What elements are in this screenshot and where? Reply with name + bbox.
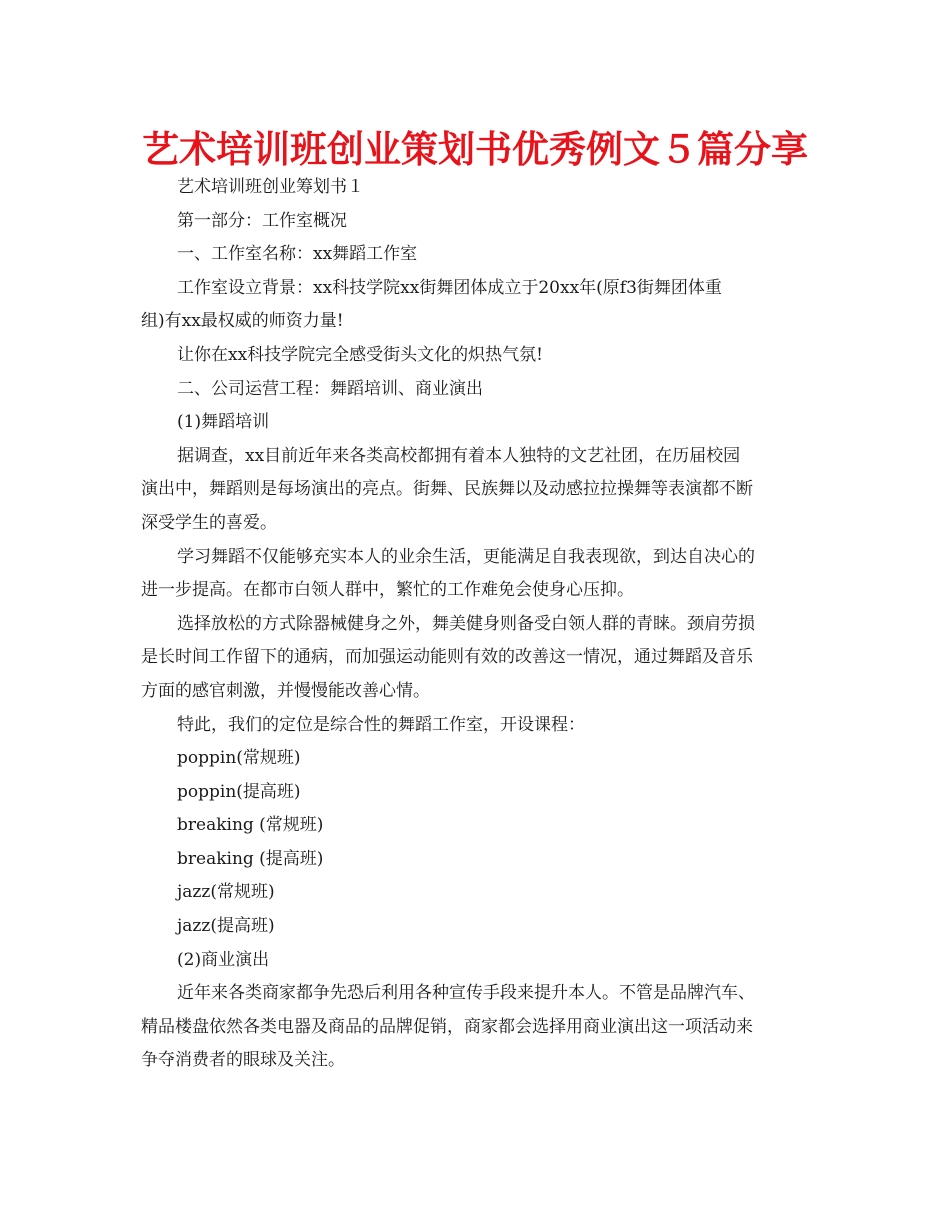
course-item: jazz(常规班) (177, 882, 275, 903)
paragraph-line: 艺术培训班创业筹划书１ (177, 177, 364, 197)
course-item: breaking (提高班) (177, 848, 324, 869)
paragraph-line: 组)有xx最权威的师资力量! (141, 311, 344, 332)
paragraph-line: 一、工作室名称：xx舞蹈工作室 (177, 244, 418, 265)
document-body (141, 171, 813, 1078)
paragraph-line: 演出中，舞蹈则是每场演出的亮点。街舞、民族舞以及动感拉拉操舞等表演都不断 (141, 479, 753, 500)
paragraph-line: 选择放松的方式除器械健身之外，舞美健身则备受白领人群的青睐。颈肩劳损 (177, 613, 755, 634)
paragraph-line: 学习舞蹈不仅能够充实本人的业余生活，更能满足自我表现欲，到达自决心的 (177, 546, 755, 567)
section-heading: (2)商业演出 (177, 949, 270, 970)
course-item: breaking (常规班) (177, 815, 324, 836)
course-item: poppin(提高班) (177, 781, 301, 802)
paragraph-line: 精品楼盘依然各类电器及商品的品牌促销，商家都会选择用商业演出这一项活动来 (141, 1016, 753, 1037)
paragraph-line: 工作室设立背景：xx科技学院xx街舞团体成立于20xx年(原f3街舞团体重 (177, 277, 722, 298)
paragraph-line: 争夺消费者的眼球及关注。 (141, 1050, 345, 1071)
course-item: poppin(常规班) (177, 748, 301, 769)
paragraph-line: 是长时间工作留下的通病，而加强运动能则有效的改善这一情况，通过舞蹈及音乐 (141, 647, 753, 668)
paragraph-line: 二、公司运营工程：舞蹈培训、商业演出 (177, 378, 483, 399)
document-title: 艺术培训班创业策划书优秀例文５篇分享 (142, 128, 808, 171)
paragraph-line: 进一步提高。在都市白领人群中，繁忙的工作难免会使身心压抑。 (141, 580, 634, 601)
paragraph-line: 近年来各类商家都争先恐后利用各种宣传手段来提升本人。不管是品牌汽车、 (177, 983, 755, 1004)
paragraph-line: 第一部分：工作室概况 (177, 210, 347, 231)
paragraph-line: 方面的感官刺激，并慢慢能改善心情。 (141, 680, 430, 701)
paragraph-line: 深受学生的喜爱。 (141, 512, 277, 533)
course-item: jazz(提高班) (177, 916, 275, 937)
paragraph-line: 据调查，xx目前近年来各类高校都拥有着本人独特的文艺社团，在历届校园 (177, 445, 741, 466)
paragraph-line: (1)舞蹈培训 (177, 412, 270, 433)
paragraph-line: 让你在xx科技学院完全感受街头文化的炽热气氛! (177, 344, 544, 365)
paragraph-line: 特此，我们的定位是综合性的舞蹈工作室，开设课程： (177, 714, 585, 735)
